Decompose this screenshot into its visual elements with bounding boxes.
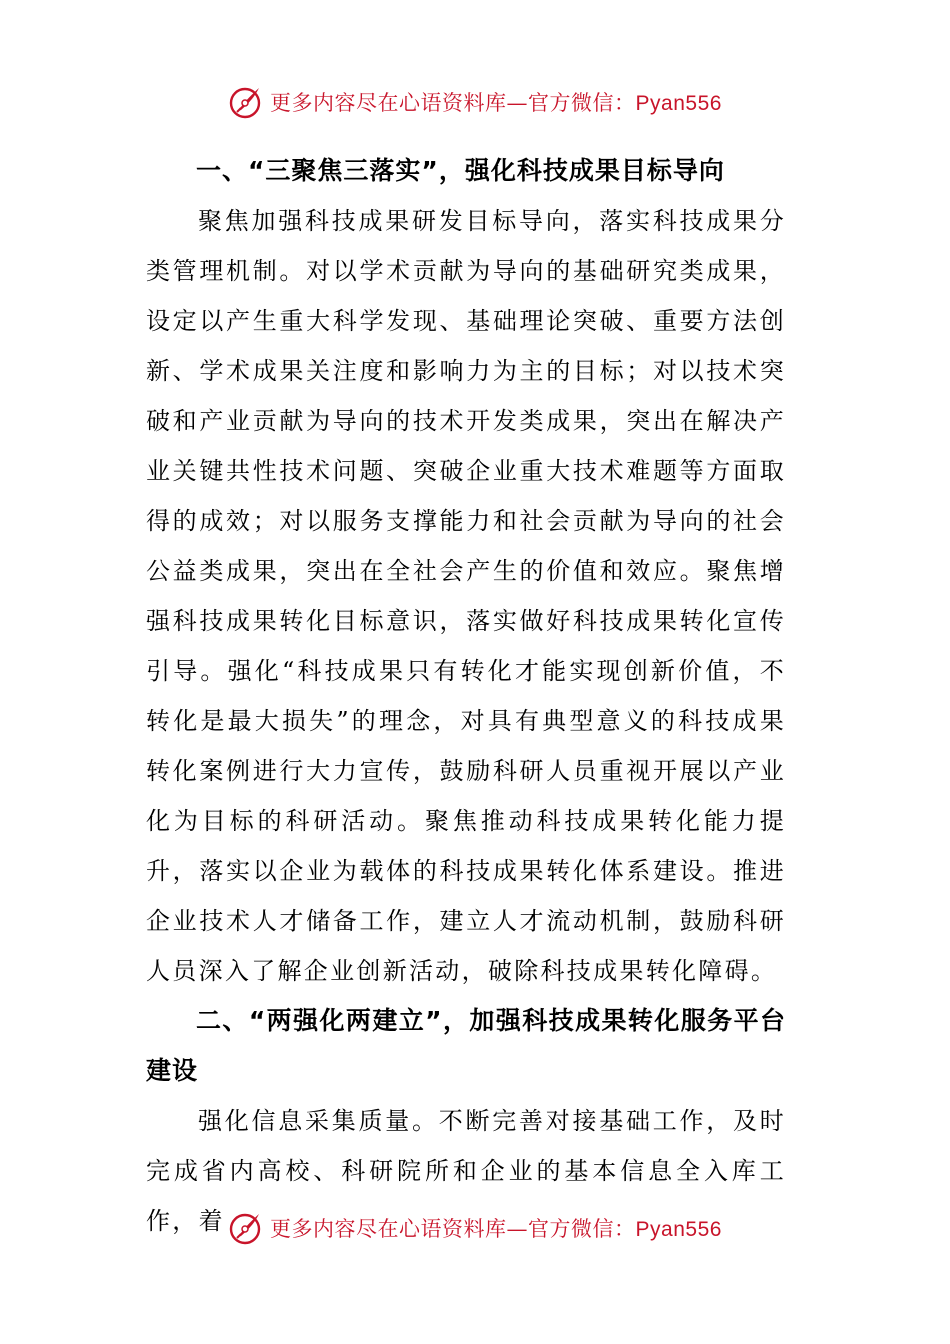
section-1-paragraph: 聚焦加强科技成果研发目标导向，落实科技成果分类管理机制。对以学术贡献为导向的基础研究类成果，设定以产生重大科学发现、基础理论突破、重要方法创新、学术成果关注度和影响力为主的目标；对以技术突破和产业贡献为导向的技术开发类成果，突出在解决产业关键共性技术问题、突破企业重大技术难题等方面取得的成效；对以服务支撑能力和社会贡献为导向的社会公益类成果，突出在全社会产生的价值和效应。聚焦增强科技成果转化目标意识，落实做好科技成果转化宣传引导。强化“科技成果只有转化才能实现创新价值，不转化是最大损失”的理念，对具有典型意义的科技成果转化案例进行大力宣传，鼓励科研人员重视开展以产业化为目标的科研活动。聚焦推动科技成果转化能力提升，落实以企业为载体的科技成果转化体系建设。推进企业技术人才储备工作，建立人才流动机制，鼓励科研人员深入了解企业创新活动，破除科技成果转化障碍。 [146, 207, 786, 985]
wechat-id: Pyan556 [635, 1218, 722, 1241]
wechat-id: Pyan556 [635, 92, 722, 115]
section-2-heading: 二、“两强化两建立”，加强科技成果转化服务平台建设 [146, 1006, 786, 1085]
quill-logo-icon [228, 84, 264, 120]
section-1-heading: 一、“三聚焦三落实”，强化科技成果目标导向 [196, 156, 725, 185]
watermark-text: 更多内容尽在心语资料库—官方微信：Pyan556 [270, 91, 722, 115]
watermark-text: 更多内容尽在心语资料库—官方微信：Pyan556 [270, 1217, 722, 1241]
quill-logo-icon [228, 1210, 264, 1246]
header-watermark-banner [0, 80, 950, 124]
document-body [146, 146, 786, 1246]
footer-watermark-banner [0, 1206, 950, 1250]
section-2-paragraph: 强化信息采集质量。不断完善对接基础工作，及时完成省内高校、科研院所和企业的基本信息全入库工作，着 [146, 1107, 786, 1235]
